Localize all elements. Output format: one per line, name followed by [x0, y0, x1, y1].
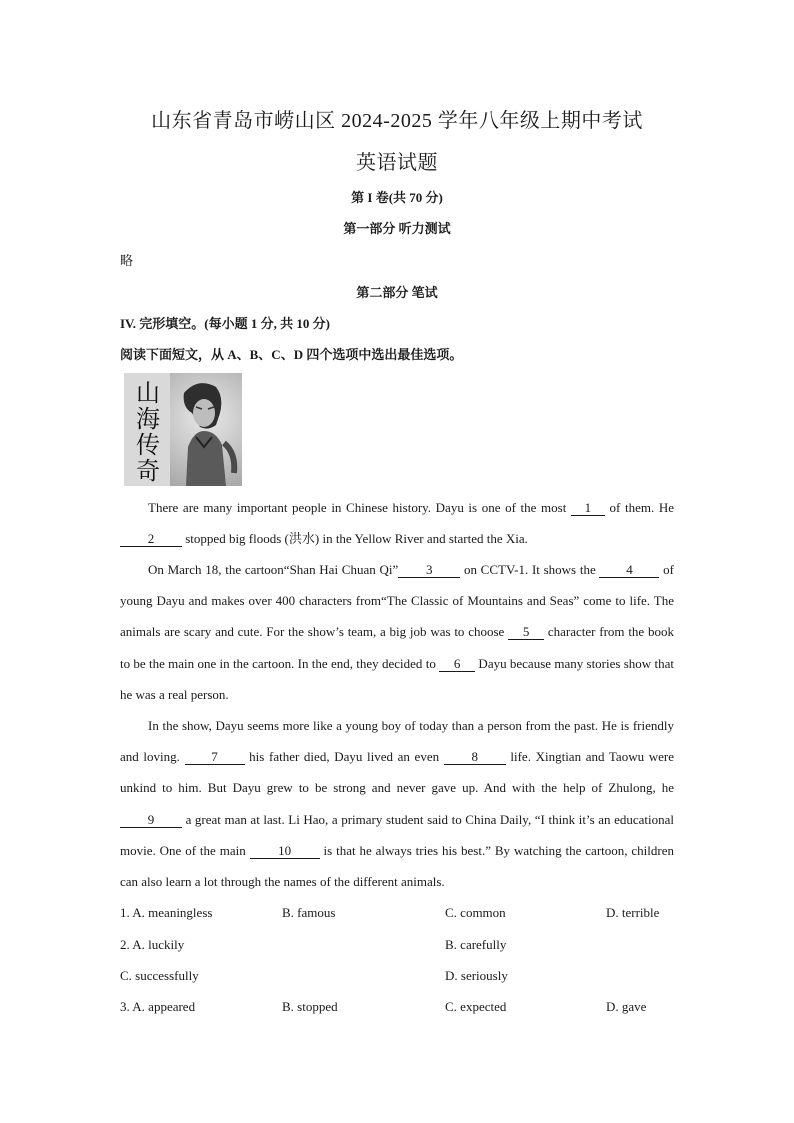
options-question-2-row2	[120, 968, 720, 988]
blank-9: 9	[120, 813, 182, 828]
section-heading: IV. 完形填空。(每小题 1 分, 共 10 分)	[120, 316, 330, 331]
option-1a[interactable]: 1. A. meaningless	[120, 905, 213, 920]
option-2a[interactable]: 2. A. luckily	[120, 937, 185, 952]
option-2d[interactable]: D. seriously	[445, 968, 508, 983]
option-3b[interactable]: B. stopped	[282, 999, 338, 1014]
option-3a[interactable]: 3. A. appeared	[120, 999, 196, 1014]
option-1c[interactable]: C. common	[445, 905, 506, 920]
omitted-note: 略	[120, 253, 134, 268]
cartoon-poster-image	[124, 373, 242, 486]
passage-paragraph-3: In the show, Dayu seems more like a young boy of today than a person from the past. He is friendly and loving. 7 his father died, Dayu lived an even 8 life. Xingtian and Taowu were unkind to him. But Dayu grew to be strong and never gave up. And with the help of Zhulong, he 9 a great man at last. Li Hao, a primary student said to China Daily, “I think it’s an educational movie. One of the main 10 is that he always tries his best.” By watching the cartoon, children can also learn a lot through the names of the different animals.	[120, 718, 675, 890]
part2-heading: 第二部分 笔试	[356, 285, 438, 300]
options-question-3	[120, 999, 720, 1019]
options-question-2-row1	[120, 937, 720, 957]
exam-subtitle: 英语试题	[356, 152, 438, 174]
blank-8: 8	[444, 750, 506, 765]
blank-10: 10	[250, 844, 320, 859]
option-3d[interactable]: D. gave	[606, 999, 647, 1014]
option-2c[interactable]: C. successfully	[120, 968, 199, 983]
blank-1: 1	[571, 501, 605, 516]
option-1d[interactable]: D. terrible	[606, 905, 660, 920]
blank-7: 7	[185, 750, 245, 765]
section-instruction: 阅读下面短文，从 A、B、C、D 四个选项中选出最佳选项。	[120, 347, 463, 362]
blank-5: 5	[508, 625, 544, 640]
blank-6: 6	[439, 657, 475, 672]
exam-title: 山东省青岛市崂山区 2024-2025 学年八年级上期中考试	[151, 110, 643, 132]
poster-char-2: 海	[136, 405, 160, 433]
poster-char-4: 奇	[136, 457, 160, 485]
blank-2: 2	[120, 532, 182, 547]
options-question-1	[120, 905, 720, 925]
volume-heading: 第 I 卷(共 70 分)	[351, 190, 443, 205]
option-2b[interactable]: B. carefully	[445, 937, 507, 952]
passage-paragraph-1: There are many important people in Chinese history. Dayu is one of the most 1 of them. He 2 stopped big floods (洪水) in the Yellow River and started the Xia.	[120, 492, 674, 554]
passage-paragraph-2: On March 18, the cartoon“Shan Hai Chuan Qi” 3 on CCTV-1. It shows the 4 of young Dayu and makes over 400 characters from“The Classic of Mountains and Seas” come to life. The animals are scary and cute. For the show’s team, a big job was to choose 5 character from the book to be the main one in the cartoon. In the end, they decided to 6 Dayu because many stories show that he was a real person.	[120, 562, 675, 702]
poster-char-1: 山	[136, 379, 160, 407]
option-1b[interactable]: B. famous	[282, 905, 336, 920]
poster-char-3: 传	[136, 431, 160, 459]
blank-4: 4	[599, 563, 659, 578]
blank-3: 3	[398, 563, 460, 578]
option-3c[interactable]: C. expected	[445, 999, 507, 1014]
part1-heading: 第一部分 听力测试	[343, 221, 451, 236]
